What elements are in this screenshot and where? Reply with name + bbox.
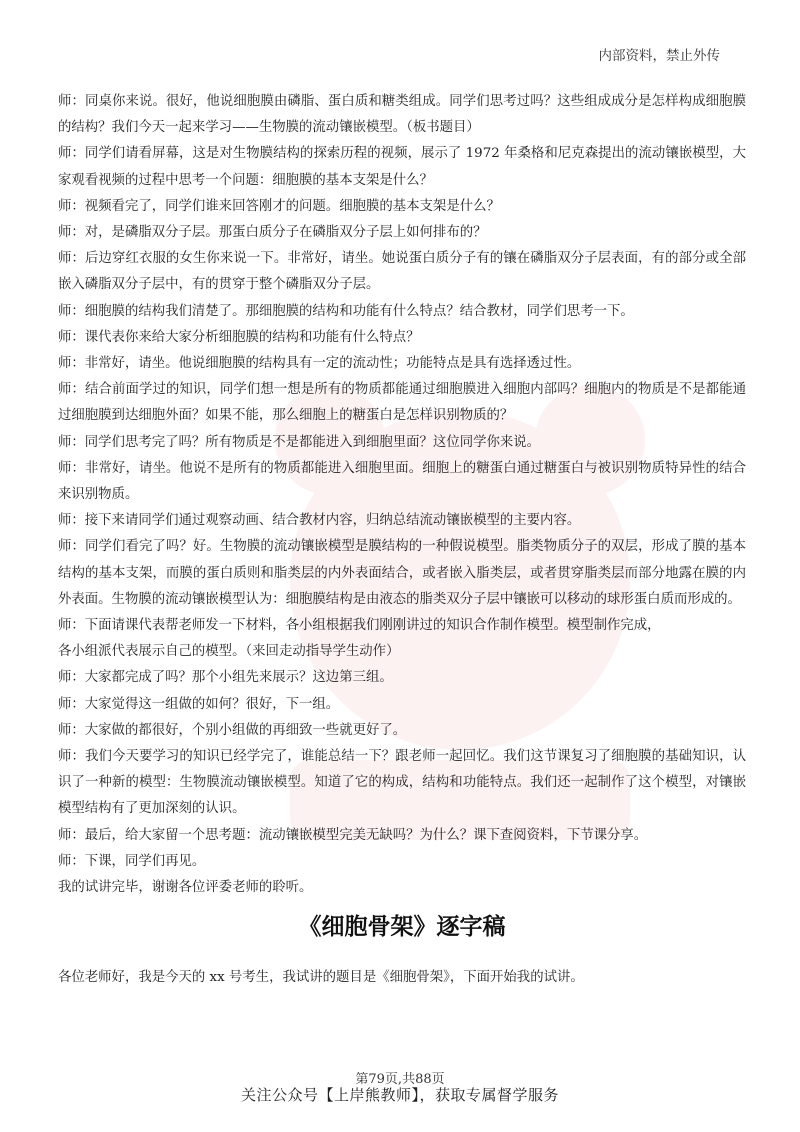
paragraph: 师：最后，给大家留一个思考题：流动镶嵌模型完美无缺吗？为什么？课下查阅资料，下节课分享。 xyxy=(58,827,648,843)
paragraph: 师：大家做的都很好，个别小组做的再细致一些就更好了。 xyxy=(58,722,407,738)
paragraph: 师：课代表你来给大家分析细胞膜的结构和功能有什么特点？ xyxy=(58,329,420,345)
paragraph: 各小组派代表展示自己的模型。（来回走动指导学生动作） xyxy=(58,644,400,660)
paragraph: 师：非常好，请坐。他说细胞膜的结构具有一定的流动性；功能特点是具有选择透过性。 xyxy=(58,356,581,372)
paragraph: 师：大家都完成了吗？那个小组先来展示？这边第三组。 xyxy=(58,670,393,686)
footer-promo: 关注公众号【上岸熊教师】，获取专属督学服务 xyxy=(240,1086,559,1104)
paragraph: 师：视频看完了，同学们谁来回答刚才的问题。细胞膜的基本支架是什么？ xyxy=(58,198,500,214)
paragraph: 师：结合前面学过的知识，同学们想一想是所有的物质都能通过细胞膜进入细胞内部吗？细胞内的物质是不是都能通过细胞膜到达细胞外面？如果不能，那么细胞上的糖蛋白是怎样识别物质的？ xyxy=(58,382,746,424)
paragraph: 师：我们今天要学习的知识已经学完了，谁能总结一下？跟老师一起回忆。我们这节课复习了细胞膜的基础知识，认识了一种新的模型：生物膜流动镶嵌模型。知道了它的构成，结构和功能特点。我们还一起制作了这个模型，对镶嵌模型结构有了更加深刻的认识。 xyxy=(58,749,746,817)
page-number: 第79页,共88页 xyxy=(355,1072,445,1087)
paragraph: 师：大家觉得这一组做的如何？很好，下一组。 xyxy=(58,696,340,712)
document-body xyxy=(58,89,746,992)
paragraph: 师：非常好，请坐。他说不是所有的物质都能进入细胞里面。细胞上的糖蛋白通过糖蛋白与被识别物质特异性的结合来识别物质。 xyxy=(58,460,746,503)
paragraph: 师：接下来请同学们通过观察动画、结合教材内容，归纳总结流动镶嵌模型的主要内容。 xyxy=(58,513,581,529)
paragraph: 师：同学们看完了吗？好。生物膜的流动镶嵌模型是膜结构的一种假说模型。脂类物质分子的双层，形成了膜的基本结构的基本支架，而膜的蛋白质则和脂类层的内外表面结合，或者嵌入脂类层，或者贯穿脂类层而部分地露在膜的内外表面。生物膜的流动镶嵌模型认为：细胞膜结构是由液态的脂类双分子层中镶嵌可以移动的球形蛋白质而形成的。 xyxy=(58,539,746,607)
paragraph: 师：下课，同学们再见。 xyxy=(58,853,206,869)
paragraph: 师：下面请课代表帮老师发一下材料，各小组根据我们刚刚讲过的知识合作制作模型。模型制作完成， xyxy=(58,618,661,634)
paragraph: 师：细胞膜的结构我们清楚了。那细胞膜的结构和功能有什么特点？结合教材，同学们思考一下。 xyxy=(58,303,634,319)
paragraph: 师：同学们请看屏幕，这是对生物膜结构的探索历程的视频，展示了 1972 年桑格和尼克森提出的流动镶嵌模型，大家观看视频的过程中思考一个问题：细胞膜的基本支架是什么？ xyxy=(58,146,746,188)
paragraph: 师：后边穿红衣服的女生你来说一下。非常好，请坐。她说蛋白质分子有的镶在磷脂双分子层表面，有的部分或全部嵌入磷脂双分子层中，有的贯穿于整个磷脂双分子层。 xyxy=(58,251,746,293)
paragraph: 师：同学们思考完了吗？所有物质是不是都能进入到细胞里面？这位同学你来说。 xyxy=(58,434,541,450)
paragraph: 我的试讲完毕，谢谢各位评委老师的聆听。 xyxy=(58,880,313,896)
section-title: 《细胞骨架》逐字稿 xyxy=(298,913,506,941)
paragraph: 师：同桌你来说。很好，他说细胞膜由磷脂、蛋白质和糖类组成。同学们思考过吗？这些组成成分是怎样构成细胞膜的结构？我们今天一起来学习——生物膜的流动镶嵌模型。（板书题目） xyxy=(58,94,746,136)
section-intro: 各位老师好，我是今天的 xx 号考生，我试讲的题目是《细胞骨架》，下面开始我的试讲。 xyxy=(58,970,584,986)
paragraph: 师：对，是磷脂双分子层。那蛋白质分子在磷脂双分子层上如何排布的？ xyxy=(58,225,487,241)
confidential-note: 内部资料，禁止外传 xyxy=(598,48,720,64)
